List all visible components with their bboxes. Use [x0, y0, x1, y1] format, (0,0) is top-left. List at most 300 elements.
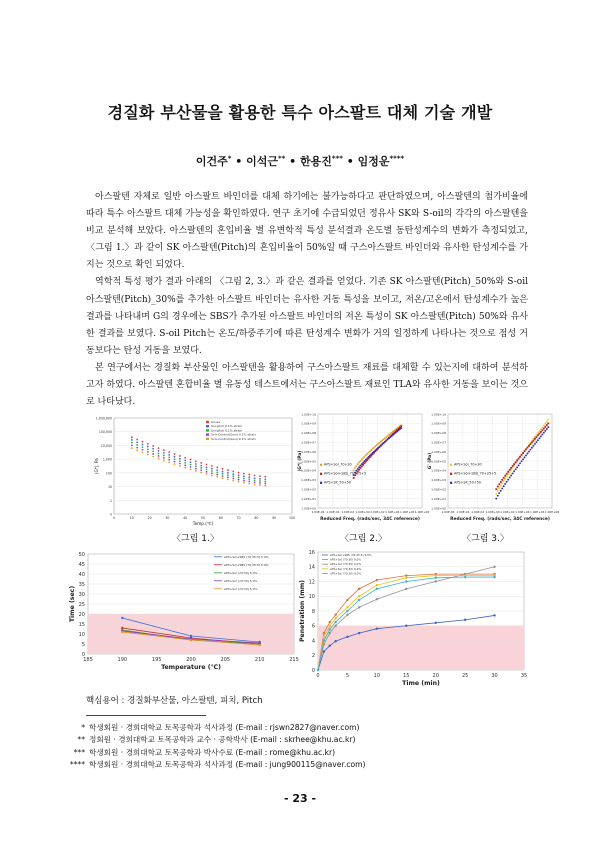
data-point	[525, 449, 527, 451]
data-point	[163, 455, 165, 457]
y-tick-label: 12	[308, 579, 315, 586]
paragraph-2: 역학적 특성 평가 결과 아래의 〈그림 2, 3.〉과 같은 결과를 얻었다. 기존 SK 아스팔텐(Pitch)_50%와 S-oil 아스팔텐(Pitch)_30%를 추가한 아스팔트 바인더는 유사한 거동 특성을 보이고, 저온/고온에서 탄성계수가 높은 결과를 나타내며 G의 경우에는 SBS가 추가된 아스팔트 바인더의 저온 특성이 SK 아스팔텐(Pitch) 50%와 유사한 결과를 보였다. S-oil Pitch는 온도/하중주기에 따른 탄성계수 변화가 거의 일정하게 나타나는 것으로 점성 거동보다는 탄성 거동을 보였다.	[86, 277, 528, 356]
data-point	[152, 445, 154, 447]
x-tick-label: 195	[151, 657, 162, 663]
data-point	[530, 443, 532, 445]
data-point	[547, 426, 549, 428]
footnote-mark: *	[81, 723, 85, 732]
data-point	[121, 631, 123, 633]
plot-area	[114, 418, 292, 514]
author-name: 이석근	[246, 155, 278, 168]
y-tick-label: 10	[78, 631, 85, 638]
y-tick-label: 1.00E+07	[431, 440, 446, 445]
data-point	[533, 440, 535, 442]
data-point	[248, 483, 250, 485]
figure-3-caption: 〈그림 3.〉	[462, 534, 509, 544]
data-point	[334, 640, 336, 642]
footnote	[63, 747, 365, 759]
y-axis-label: Time (sec)	[69, 585, 76, 623]
y-tick-label: 1.00E+05	[301, 459, 316, 464]
data-point	[317, 669, 319, 671]
y-tick-label: 1.00E+00	[301, 506, 316, 511]
data-point	[238, 481, 240, 483]
footnote-mark: ****	[69, 760, 85, 770]
data-point	[334, 613, 336, 615]
x-axis-label: Reduced Freq. (rads/sec, 34C reference)	[320, 517, 420, 522]
x-tick-label: 0	[316, 673, 320, 679]
y-tick-label: 16	[308, 549, 315, 556]
data-point	[365, 459, 367, 461]
data-point	[546, 428, 548, 430]
data-point	[206, 466, 208, 468]
data-point	[497, 486, 499, 488]
y-tick-label: 0	[81, 651, 85, 658]
data-point	[222, 477, 224, 479]
data-point	[501, 479, 503, 481]
data-point	[232, 478, 234, 480]
data-point	[168, 456, 170, 458]
data-point	[195, 470, 197, 472]
data-point	[163, 460, 165, 462]
y-tick-label: 0	[109, 512, 112, 517]
legend-label: APS+SK_50+50	[454, 480, 481, 485]
data-point	[264, 476, 266, 478]
data-point	[495, 488, 497, 490]
data-point	[184, 462, 186, 464]
data-point	[493, 576, 495, 578]
data-point	[152, 448, 154, 450]
data-point	[500, 485, 502, 487]
data-point	[152, 456, 154, 458]
x-tick-label: 90	[272, 516, 277, 520]
figure-2-chart	[292, 410, 430, 530]
data-point	[435, 577, 437, 579]
x-tick-label: 190	[117, 657, 128, 663]
data-point	[142, 444, 144, 446]
x-tick-label: 1.00E+02	[500, 510, 515, 514]
data-point	[136, 439, 138, 441]
data-point	[264, 481, 266, 483]
data-point	[507, 471, 509, 473]
data-point	[142, 446, 144, 448]
y-tick-label: 1.00E+03	[301, 478, 316, 483]
data-point	[521, 460, 523, 462]
data-point	[376, 598, 378, 600]
data-point	[358, 588, 360, 590]
y-tick-label: 1,000,000	[95, 416, 112, 421]
author-mark: ***	[331, 154, 343, 163]
data-point	[358, 606, 360, 608]
body-text	[86, 189, 528, 411]
y-tick-label: 0	[311, 667, 315, 674]
y-tick-label: 15	[78, 621, 85, 628]
data-point	[357, 463, 359, 465]
data-point	[518, 458, 520, 460]
y-tick-label: 1.00E+01	[301, 496, 316, 501]
y-tick-label: 1.00E+00	[431, 506, 446, 511]
keywords: 핵심용어 : 경질화부산물, 아스팔텐, 피치, Pitch	[86, 696, 263, 706]
y-tick-label: 45	[78, 561, 85, 568]
data-point	[248, 476, 250, 478]
data-point	[248, 481, 250, 483]
data-point	[227, 472, 229, 474]
x-tick-label: 210	[254, 657, 265, 663]
data-point	[163, 449, 165, 451]
data-point	[547, 423, 549, 425]
y-tick-label: 1.00E+07	[301, 440, 316, 445]
data-point	[131, 436, 133, 438]
x-axis-label: Temp.(℃)	[192, 521, 214, 526]
x-tick-label: 15	[403, 673, 410, 679]
legend-swatch	[450, 473, 452, 475]
x-tick-label: 1.00E-04	[456, 510, 470, 514]
author-name: 임정운	[357, 155, 390, 168]
y-tick-label: 1.00E+10	[301, 412, 316, 417]
data-point	[131, 442, 133, 444]
data-point	[357, 468, 359, 470]
data-point	[544, 430, 546, 432]
data-point	[174, 463, 176, 465]
legend-label: APS+Sol (70:30) 9.0%	[330, 571, 362, 576]
data-point	[512, 472, 514, 474]
paragraph-3: 본 연구에서는 경질화 부산물인 아스팔텐을 활용하여 구스아스팔트 재료를 대체할 수 있는지에 대하여 분석하고자 하였다. 아스팔텐 혼합비율 별 유동성 테스트에서는 구스아스팔트 재료인 TLA와 유사한 거동을 보이는 것으로 나타났다.	[86, 362, 528, 408]
y-tick-label: 1.00E+09	[301, 421, 316, 426]
y-tick-label: 1.00E+01	[431, 496, 446, 501]
x-tick-label: 1.00E+08	[544, 510, 560, 514]
author-separator: •	[342, 155, 358, 168]
data-point	[243, 478, 245, 480]
data-point	[538, 437, 540, 439]
data-point	[323, 636, 325, 638]
shaded-band	[318, 626, 524, 670]
data-point	[238, 477, 240, 479]
data-point	[184, 457, 186, 459]
data-point	[195, 460, 197, 462]
data-point	[232, 473, 234, 475]
data-point	[405, 588, 407, 590]
legend-label: APS+Sol (70:30) 9.0%	[330, 557, 362, 562]
data-point	[238, 479, 240, 481]
x-tick-label: 205	[220, 657, 231, 663]
data-point	[353, 477, 355, 479]
x-tick-label: 1.00E+00	[355, 510, 370, 514]
data-point	[190, 466, 192, 468]
data-point	[323, 639, 325, 641]
data-point	[537, 439, 539, 441]
x-tick-label: 1.00E+08	[414, 510, 430, 514]
data-point	[179, 465, 181, 467]
x-tick-label: 1.00E-06	[441, 510, 455, 514]
x-tick-label: 5	[345, 673, 350, 679]
x-tick-label: 10	[129, 516, 134, 520]
data-point	[522, 452, 524, 454]
figure-1-caption: 〈그림 1.〉	[172, 534, 219, 544]
data-point	[512, 465, 514, 467]
data-point	[497, 490, 499, 492]
data-point	[364, 460, 366, 462]
x-tick-label: 10	[373, 673, 381, 679]
author-name: 한용진	[300, 155, 332, 168]
x-axis-label: Temperature (℃)	[161, 664, 221, 671]
data-point	[211, 472, 213, 474]
data-point	[366, 457, 368, 459]
footnote	[63, 722, 365, 734]
data-point	[206, 464, 208, 466]
y-tick-label: 10,000	[100, 443, 112, 448]
data-point	[232, 471, 234, 473]
y-tick-label: 1.00E+05	[431, 459, 446, 464]
data-point	[121, 617, 123, 619]
footnote-text: 학생회원 · 경희대학교 토목공학과 박사수료 (E-mail : rome@khu.ac.kr)	[89, 747, 336, 757]
footnote-mark: ***	[73, 747, 85, 757]
footnote-mark: **	[77, 735, 85, 745]
data-point	[152, 453, 154, 455]
data-point	[147, 454, 149, 456]
data-point	[359, 465, 361, 467]
data-point	[195, 468, 197, 470]
x-tick-label: 1.00E+06	[399, 510, 415, 514]
data-point	[131, 439, 133, 441]
x-axis-label: Time (min)	[402, 680, 440, 687]
y-tick-label: 2	[311, 653, 315, 660]
x-tick-label: 100	[288, 516, 296, 520]
y-tick-label: 8	[311, 608, 315, 615]
data-point	[323, 632, 325, 634]
data-point	[405, 580, 407, 582]
y-tick-label: 1.00E+10	[431, 412, 446, 417]
y-axis-label: Penetration (mm)	[299, 580, 306, 642]
data-point	[216, 472, 218, 474]
data-point	[405, 577, 407, 579]
x-tick-label: 200	[186, 657, 196, 663]
data-point	[540, 431, 542, 433]
figure-2-caption: 〈그림 2.〉	[340, 534, 387, 544]
data-point	[158, 458, 160, 460]
data-point	[507, 479, 509, 481]
data-point	[543, 432, 545, 434]
data-point	[503, 485, 505, 487]
y-tick-label: 10	[308, 594, 315, 601]
data-point	[361, 463, 363, 465]
y-tick-label: 5	[81, 641, 85, 648]
data-point	[527, 447, 529, 449]
data-point	[506, 481, 508, 483]
legend-label: APS+Sol+SBS (70:25:5) 9.0%	[330, 553, 372, 557]
data-point	[174, 458, 176, 460]
data-point	[547, 419, 549, 421]
data-point	[329, 628, 331, 630]
data-point	[435, 622, 437, 624]
data-point	[184, 467, 186, 469]
data-point	[536, 436, 538, 438]
data-point	[329, 625, 331, 627]
data-point	[238, 474, 240, 476]
data-point	[200, 469, 202, 471]
data-point	[232, 480, 234, 482]
data-point	[232, 475, 234, 477]
y-axis-label: |G*|, Pa	[94, 458, 99, 474]
y-tick-label: 1.00E+04	[301, 468, 316, 473]
legend-label: Sol+Control(Gsol) 0.1% strain	[211, 432, 256, 437]
legend-label: APS+Sol_70+30	[454, 462, 482, 467]
data-point	[147, 443, 149, 445]
x-tick-label: 1.00E+04	[385, 510, 400, 514]
data-point	[147, 446, 149, 448]
data-point	[369, 455, 371, 457]
y-tick-label: 40	[78, 571, 85, 578]
data-point	[179, 460, 181, 462]
footnote-text: 학생회원 · 경희대학교 토목공학과 석사과정 (E-mail : rjswn2827@naver.com)	[89, 723, 360, 732]
data-point	[364, 456, 366, 458]
data-point	[174, 456, 176, 458]
y-tick-label: 25	[78, 601, 85, 608]
data-point	[206, 471, 208, 473]
y-tick-label: 4	[311, 638, 315, 645]
data-point	[195, 463, 197, 465]
data-point	[527, 453, 529, 455]
data-point	[358, 595, 360, 597]
data-point	[216, 467, 218, 469]
x-tick-label: 25	[461, 673, 469, 679]
data-point	[524, 450, 526, 452]
legend-label: Sol-pitch 0.1% strain	[211, 424, 243, 429]
data-point	[190, 459, 192, 461]
data-point	[521, 454, 523, 456]
data-point	[243, 475, 245, 477]
data-point	[222, 471, 224, 473]
data-point	[216, 469, 218, 471]
legend-label: APS+Sol (70:30) 5.0%	[224, 579, 258, 583]
x-tick-label: 40	[183, 516, 188, 520]
data-point	[346, 613, 348, 615]
data-point	[200, 465, 202, 467]
data-point	[329, 621, 331, 623]
x-tick-label: 1.00E+00	[485, 510, 500, 514]
data-point	[147, 451, 149, 453]
figure-1-chart	[90, 412, 300, 530]
data-point	[400, 425, 402, 427]
data-point	[158, 447, 160, 449]
data-point	[216, 476, 218, 478]
data-point	[179, 458, 181, 460]
data-point	[510, 467, 512, 469]
author-name: 이건주	[195, 155, 228, 168]
data-point	[163, 452, 165, 454]
x-tick-label: 20	[432, 673, 439, 679]
paper-title: 경질화 부산물을 활용한 특수 아스팔트 대체 기술 개발	[107, 103, 493, 122]
data-point	[248, 479, 250, 481]
data-point	[334, 621, 336, 623]
data-point	[361, 458, 363, 460]
data-point	[365, 454, 367, 456]
legend-swatch	[320, 482, 322, 484]
x-tick-label: 0	[112, 516, 116, 520]
data-point	[538, 433, 540, 435]
data-point	[362, 457, 364, 459]
data-point	[254, 481, 256, 483]
legend-label: Sol+Control(Gsol) 0.1% strain	[211, 436, 256, 441]
data-point	[179, 455, 181, 457]
data-point	[259, 482, 261, 484]
y-axis-label: |G*| (Pa)	[298, 450, 303, 472]
data-point	[168, 451, 170, 453]
data-point	[206, 469, 208, 471]
data-point	[500, 481, 502, 483]
data-point	[259, 475, 261, 477]
data-point	[498, 487, 500, 489]
data-point	[537, 434, 539, 436]
data-point	[136, 449, 138, 451]
data-point	[190, 468, 192, 470]
data-point	[136, 447, 138, 449]
data-point	[495, 498, 497, 500]
legend-label: APS+Sol (70:30) 9.0%	[330, 562, 362, 567]
figure-3-chart	[422, 410, 560, 530]
data-point	[179, 463, 181, 465]
x-tick-label: 1.00E+04	[515, 510, 530, 514]
data-point	[354, 467, 356, 469]
data-point	[516, 466, 518, 468]
data-point	[513, 463, 515, 465]
data-point	[174, 461, 176, 463]
data-point	[464, 619, 466, 621]
data-point	[222, 468, 224, 470]
y-tick-label: 1.00E+02	[431, 487, 446, 492]
x-tick-label: 70	[236, 516, 241, 520]
x-tick-label: 30	[165, 516, 170, 520]
data-point	[501, 488, 503, 490]
data-point	[200, 472, 202, 474]
data-point	[376, 584, 378, 586]
data-point	[190, 639, 192, 641]
x-tick-label: 20	[147, 516, 152, 520]
data-point	[346, 636, 348, 638]
data-point	[206, 473, 208, 475]
y-tick-label: 1.00E+02	[301, 487, 316, 492]
y-tick-label: 100,000	[98, 430, 112, 435]
data-point	[168, 461, 170, 463]
data-point	[142, 449, 144, 451]
y-tick-label: 1.00E+06	[431, 449, 446, 454]
author-separator: •	[231, 155, 247, 168]
legend-label: APS+Sol+SBS (70:25:5) 5.0%	[224, 563, 269, 567]
data-point	[329, 644, 331, 646]
data-point	[190, 461, 192, 463]
data-point	[323, 650, 325, 652]
data-point	[254, 484, 256, 486]
data-point	[254, 475, 256, 477]
data-point	[435, 574, 437, 576]
x-tick-label: 60	[218, 516, 223, 520]
legend-label: APS+Sol (70:30) 5.0%	[224, 587, 258, 591]
y-tick-label: 30	[78, 591, 85, 598]
data-point	[334, 625, 336, 627]
data-point	[358, 599, 360, 601]
legend-label: Sol-pitch 0.1% strain	[211, 428, 243, 433]
author-mark: **	[278, 154, 286, 163]
data-point	[211, 475, 213, 477]
y-tick-label: 1.00E+04	[431, 468, 446, 473]
data-point	[200, 462, 202, 464]
data-point	[227, 469, 229, 471]
x-axis-label: Reduced Freq. (rads/sec, 34C reference)	[450, 517, 550, 522]
data-point	[136, 441, 138, 443]
data-point	[362, 462, 364, 464]
data-point	[346, 599, 348, 601]
data-point	[259, 484, 261, 486]
data-point	[504, 483, 506, 485]
author-separator: •	[285, 155, 301, 168]
